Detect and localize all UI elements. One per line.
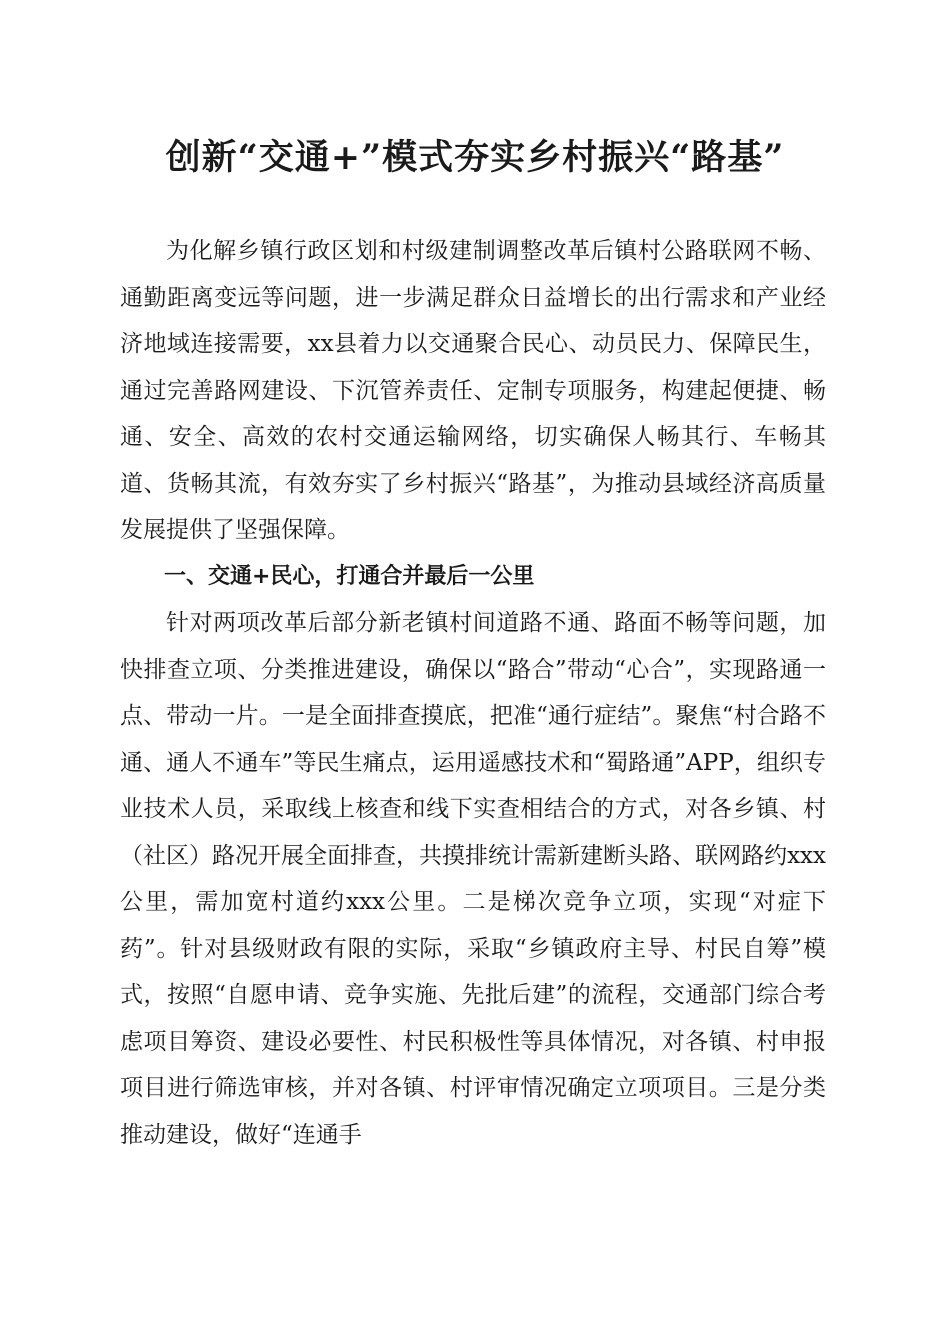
document-title: 创新“交通+”模式夯实乡村振兴“路基” (165, 137, 785, 178)
section-1-paragraph: 针对两项改革后部分新老镇村间道路不通、路面不畅等问题，加快排查立项、分类推进建设，确保以“路合”带动“心合”，实现路通一点、带动一片。一是全面排查摸底，把准“通行症结”。聚焦“村合路不通、通人不通车”等民生痛点，运用遥感技术和“蜀路通”APP，组织专业技术人员，采取线上核查和线下实查相结合的方式，对各乡镇、村（社区）路况开展全面排查，共摸排统计需新建断头路、联网路约xxx公里，需加宽村道约xxx公里。二是梯次竞争立项，实现“对症下药”。针对县级财政有限的实际，采取“乡镇政府主导、村民自筹”模式，按照“自愿申请、竞争实施、先批后建”的流程，交通部门综合考虑项目筹资、建设必要性、村民积极性等具体情况，对各镇、村申报项目进行筛选审核，并对各镇、村评审情况确定立项项目。三是分类推动建设，做好“连通手 (120, 610, 826, 1148)
document-body (120, 228, 826, 1158)
intro-paragraph: 为化解乡镇行政区划和村级建制调整改革后镇村公路联网不畅、通勤距离变远等问题，进一步满足群众日益增长的出行需求和产业经济地域连接需要，xx县着力以交通聚合民心、动员民力、保障民生，通过完善路网建设、下沉管养责任、定制专项服务，构建起便捷、畅通、安全、高效的农村交通运输网络，切实确保人畅其行、车畅其道、货畅其流，有效夯实了乡村振兴“路基”，为推动县域经济高质量发展提供了坚强保障。 (120, 238, 826, 543)
section-1-heading: 一、交通+民心，打通合并最后一公里 (164, 563, 535, 589)
